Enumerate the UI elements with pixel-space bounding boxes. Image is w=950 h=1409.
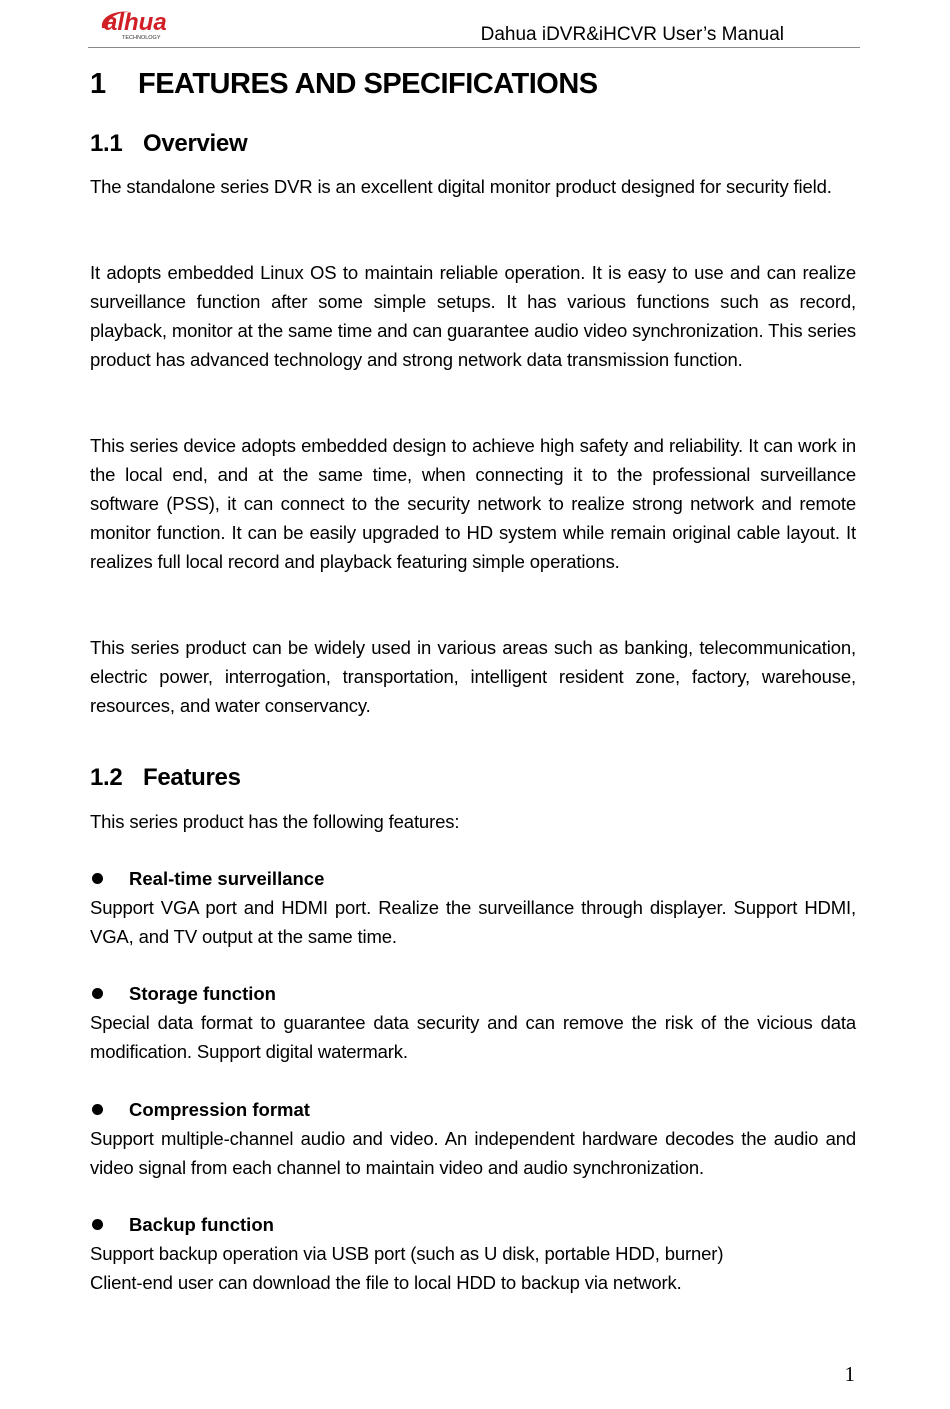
section-heading-overview [90, 130, 247, 158]
logo-subtext: TECHNOLOGY [122, 35, 161, 41]
section-title: Features [143, 764, 241, 791]
bullet-icon [92, 1104, 103, 1115]
bullet-icon [92, 1219, 103, 1230]
chapter-heading [90, 68, 598, 101]
feature-title: Backup function [129, 1214, 274, 1235]
feature-description: Support VGA port and HDMI port. Realize the surveillance through displayer. Support HDMI, VGA, and TV output at the same time. [90, 897, 856, 947]
features-intro: This series product has the following features: [90, 811, 460, 832]
section-heading-features [90, 764, 241, 792]
header-divider [88, 47, 860, 48]
feature-description: Support multiple-channel audio and video. An independent hardware decodes the audio and video signal from each channel to maintain video and audio synchronization. [90, 1128, 856, 1178]
feature-title: Compression format [129, 1099, 310, 1120]
feature-title: Storage function [129, 983, 276, 1004]
bullet-icon [92, 988, 103, 999]
section-title: Overview [143, 130, 248, 157]
manual-title: Dahua iDVR&iHCVR User’s Manual [480, 24, 784, 45]
page-number: 1 [844, 1362, 855, 1386]
feature-description: Client-end user can download the file to local HDD to backup via network. [90, 1272, 682, 1293]
overview-paragraph: This series device adopts embedded design to achieve high safety and reliability. It can work in the local end, and at the same time, when connecting it to the professional surveillance software (PSS), it can connect to the security network to realize strong network and remote monitor function. It can be easily upgraded to HD system while remain original cable layout. It realizes full local record and playback featuring simple operations. [90, 435, 856, 572]
logo-wordmark: alhua [104, 9, 167, 36]
section-number: 1.2 [90, 764, 123, 791]
overview-paragraph: The standalone series DVR is an excellent digital monitor product designed for security field. [90, 176, 832, 197]
feature-title: Real-time surveillance [129, 868, 325, 889]
feature-description: Special data format to guarantee data security and can remove the risk of the vicious data modification. Support digital watermark. [90, 1012, 856, 1062]
dahua-logo [96, 6, 206, 42]
feature-description: Support backup operation via USB port (such as U disk, portable HDD, burner) [90, 1243, 724, 1264]
chapter-number: 1 [90, 68, 106, 100]
bullet-icon [92, 873, 103, 884]
overview-paragraph: This series product can be widely used in various areas such as banking, telecommunication, electric power, interrogation, transportation, intelligent resident zone, factory, warehouse, resources, and water conservancy. [90, 637, 856, 716]
overview-paragraph: It adopts embedded Linux OS to maintain reliable operation. It is easy to use and can realize surveillance function after some simple setups. It has various functions such as record, playback, monitor at the same time and can guarantee audio video synchronization. This series product has advanced technology and strong network data transmission function. [90, 262, 856, 370]
chapter-title: FEATURES AND SPECIFICATIONS [138, 68, 598, 100]
section-number: 1.1 [90, 130, 123, 157]
